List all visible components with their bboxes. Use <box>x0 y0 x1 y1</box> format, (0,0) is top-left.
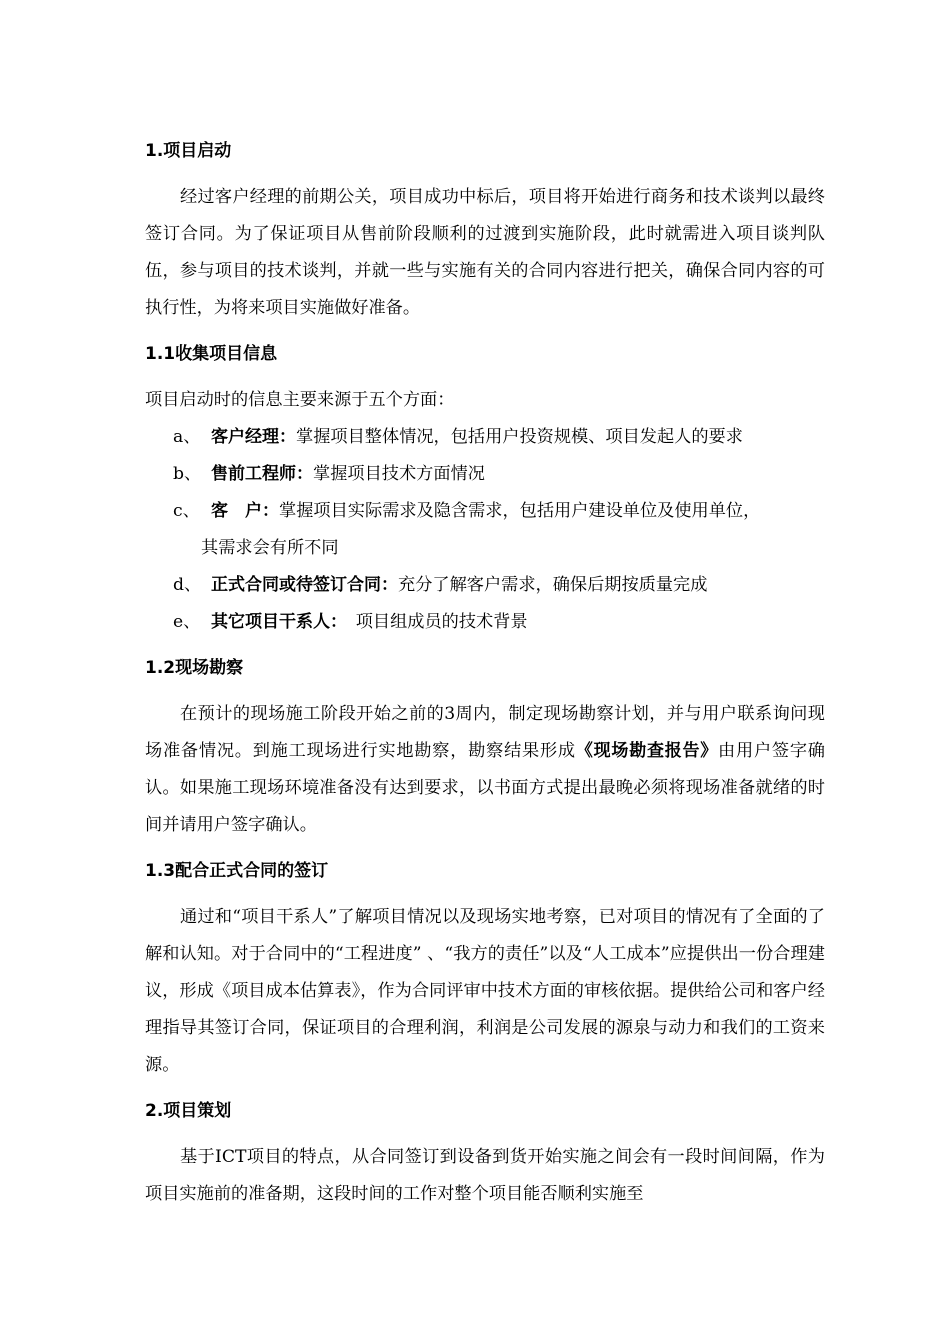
paragraph-contract-signing: 通过和“项目干系人”了解项目情况以及现场实地考察，已对项目的情况有了全面的了解和认知。对于合同中的“工程进度” 、“我方的责任”以及“人工成本”应提供出一份合理建议，形成《项目成本估算表》，作为合同评审中技术方面的审核依据。提供给公司和客户经理指导其签订合同，保证项目的合理利润，利润是公司发展的源泉与动力和我们的工资来源。 <box>145 907 825 1075</box>
heading-contract-signing: 1.3配合正式合同的签订 <box>145 861 329 881</box>
list-marker: c、 <box>173 501 200 521</box>
list-item-b <box>145 456 825 493</box>
list-marker: a、 <box>173 427 201 447</box>
list-label: 客户经理： <box>211 427 296 447</box>
list-marker: d、 <box>173 575 202 595</box>
paragraph-info-intro: 项目启动时的信息主要来源于五个方面： <box>145 390 455 410</box>
list-text: 项目组成员的技术背景 <box>338 612 528 632</box>
heading-site-survey: 1.2现场勘察 <box>145 658 244 678</box>
site-survey-text-b: 由用户签字确认。如果施工现场环境准备没有达到要求，以书面方式提出最晚必须将现场准备就绪的时间并请用户签字确认。 <box>145 741 825 835</box>
list-text: 充分了解客户需求，确保后期按质量完成 <box>398 575 708 595</box>
site-survey-report-title: 《现场勘查报告》 <box>575 741 719 761</box>
list-marker: b、 <box>173 464 202 484</box>
heading-collect-info: 1.1收集项目信息 <box>145 344 278 364</box>
list-item-a <box>145 419 825 456</box>
list-text: 掌握项目实际需求及隐含需求，包括用户建设单位及使用单位， <box>279 501 761 521</box>
heading-project-start: 1.项目启动 <box>145 141 232 161</box>
list-item-c <box>145 493 825 567</box>
list-label: 正式合同或待签订合同： <box>211 575 398 595</box>
list-item-e <box>145 604 825 641</box>
site-survey-text-a: 在预计的现场施工阶段开始之前的3周内，制定现场勘察计划，并与用户联系询问现场准备情况。到施工现场进行实地勘察，勘察结果形成 <box>145 704 825 761</box>
paragraph-site-survey <box>145 696 825 844</box>
list-label: 客 户： <box>211 501 279 521</box>
list-text: 掌握项目技术方面情况 <box>313 464 485 484</box>
document-body <box>145 133 825 1213</box>
list-label: 售前工程师： <box>211 464 313 484</box>
list-marker: e、 <box>173 612 201 632</box>
heading-project-planning: 2.项目策划 <box>145 1101 232 1121</box>
list-text-continued: 其需求会有所不同 <box>201 538 339 558</box>
list-text: 掌握项目整体情况，包括用户投资规模、项目发起人的要求 <box>296 427 743 447</box>
paragraph-project-start: 经过客户经理的前期公关，项目成功中标后，项目将开始进行商务和技术谈判以最终签订合同。为了保证项目从售前阶段顺利的过渡到实施阶段，此时就需进入项目谈判队伍，参与项目的技术谈判，并就一些与实施有关的合同内容进行把关，确保合同内容的可执行性，为将来项目实施做好准备。 <box>145 187 825 318</box>
list-label: 其它项目干系人： <box>211 612 339 632</box>
paragraph-project-planning: 基于ICT项目的特点，从合同签订到设备到货开始实施之间会有一段时间间隔，作为项目实施前的准备期，这段时间的工作对整个项目能否顺利实施至 <box>145 1147 825 1204</box>
list-item-d <box>145 567 825 604</box>
